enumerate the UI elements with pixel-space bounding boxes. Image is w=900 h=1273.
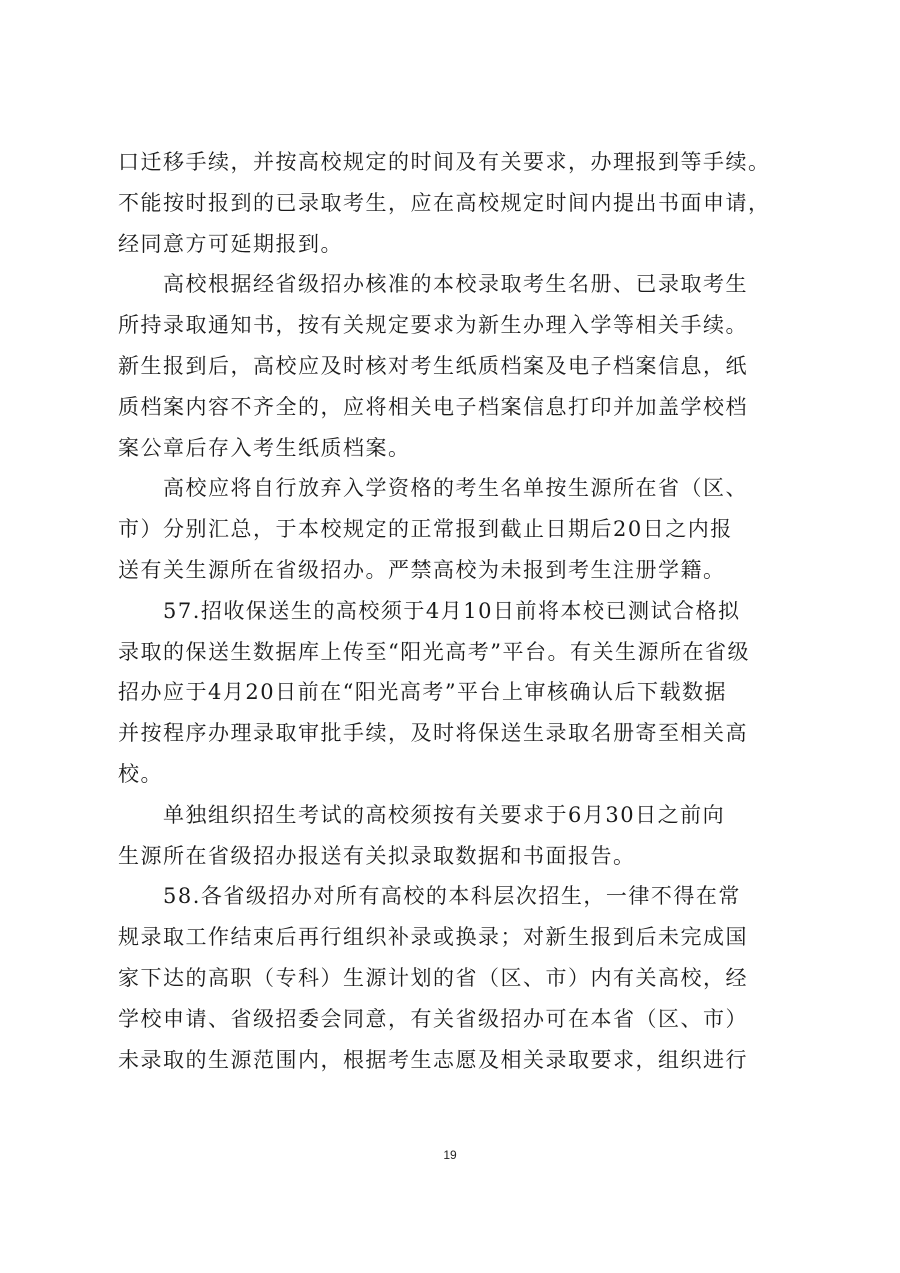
- text-line: 招办应于4月20日前在“阳光高考”平台上审核确认后下载数据: [118, 680, 728, 705]
- text-line: 57.招收保送生的高校须于4月10日前将本校已测试合格拟: [118, 598, 741, 623]
- text-line: 市）分别汇总，于本校规定的正常报到截止日期后20日之内报: [118, 517, 733, 542]
- text-line: 58.各省级招办对所有高校的本科层次招生，一律不得在常: [118, 884, 741, 909]
- text-line: 送有关生源所在省级招办。严禁高校为未报到考生注册学籍。: [118, 557, 726, 582]
- text-line: 并按程序办理录取审批手续，及时将保送生录取名册寄至相关高: [118, 721, 748, 746]
- text-line: 学校申请、省级招委会同意，有关省级招办可在本省（区、市）: [118, 1006, 748, 1031]
- text-line: 单独组织招生考试的高校须按有关要求于6月30日之前向: [118, 802, 726, 827]
- page-number: 19: [443, 1148, 457, 1162]
- text-line: 不能按时报到的已录取考生，应在高校规定时间内提出书面申请，: [118, 190, 771, 215]
- text-line: 口迁移手续，并按高校规定的时间及有关要求，办理报到等手续。: [118, 150, 771, 174]
- text-line: 录取的保送生数据库上传至“阳光高考”平台。有关生源所在省级: [118, 639, 750, 664]
- text-line: 案公章后存入考生纸质档案。: [118, 435, 411, 460]
- text-line: 质档案内容不齐全的，应将相关电子档案信息打印并加盖学校档: [118, 394, 748, 419]
- text-line: 规录取工作结束后再行组织补录或换录；对新生报到后未完成国: [118, 925, 748, 950]
- text-line: 高校应将自行放弃入学资格的考生名单按生源所在省（区、: [118, 476, 748, 501]
- text-line: 所持录取通知书，按有关规定要求为新生办理入学等相关手续。: [118, 313, 748, 338]
- text-line: 校。: [118, 761, 163, 786]
- text-line: 家下达的高职（专科）生源计划的省（区、市）内有关高校，经: [118, 965, 748, 990]
- text-line: 未录取的生源范围内，根据考生志愿及相关录取要求，组织进行: [118, 1047, 748, 1072]
- text-line: 经同意方可延期报到。: [118, 231, 343, 256]
- text-line: 新生报到后，高校应及时核对考生纸质档案及电子档案信息，纸: [118, 353, 748, 378]
- text-line: 生源所在省级招办报送有关拟录取数据和书面报告。: [118, 843, 636, 868]
- body-text: [118, 142, 788, 1080]
- text-line: 高校根据经省级招办核准的本校录取考生名册、已录取考生: [118, 272, 748, 297]
